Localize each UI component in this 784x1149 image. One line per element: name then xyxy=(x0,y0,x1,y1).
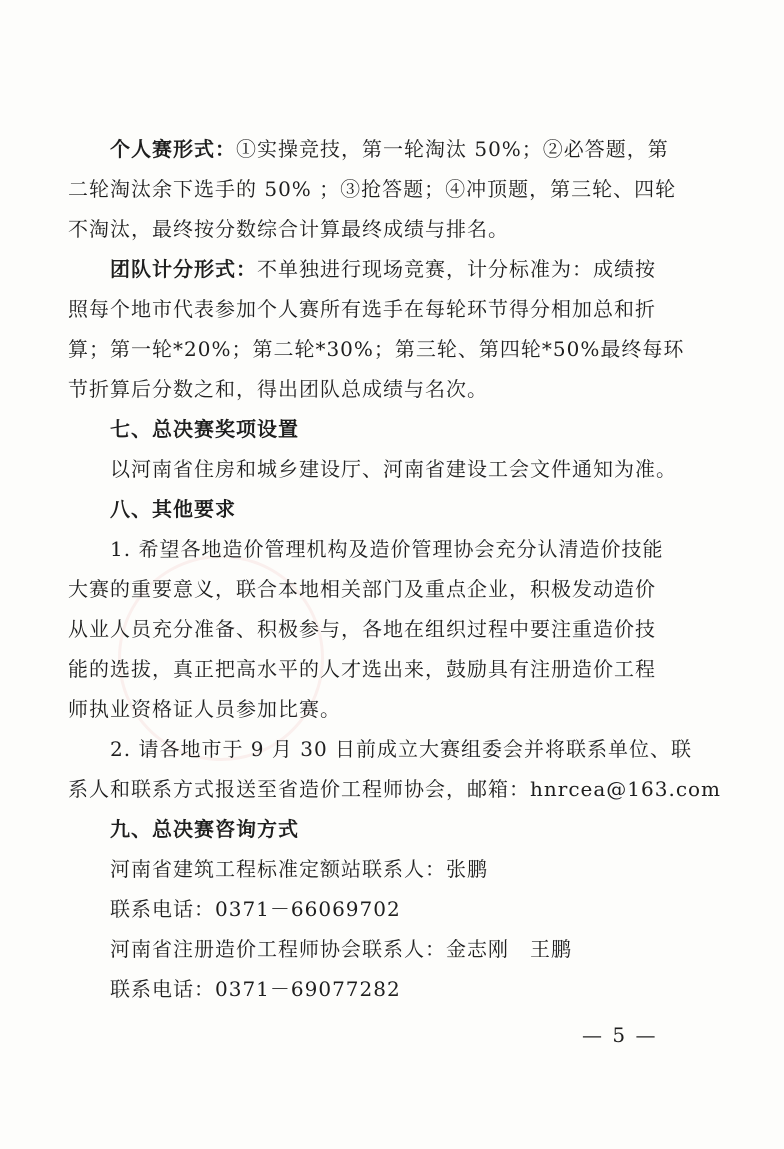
section-8-item-2-line-1: 2. 请各地市于 9 月 30 日前成立大赛组委会并将联系单位、联 xyxy=(110,737,693,761)
section-8-item-1-line-5: 师执业资格证人员参加比赛。 xyxy=(68,697,341,721)
section-8-heading: 八、其他要求 xyxy=(110,497,236,521)
page-number: — 5 — xyxy=(582,1023,658,1047)
phone-2: 联系电话：0371－69077282 xyxy=(110,977,401,1001)
team-format-line-2: 照每个地市代表参加个人赛所有选手在每轮环节得分相加总和折 xyxy=(68,297,656,321)
section-9-heading: 九、总决赛咨询方式 xyxy=(110,817,299,841)
team-format-text-1: 不单独进行现场竞赛，计分标准为：成绩按 xyxy=(257,257,656,281)
section-7-text: 以河南省住房和城乡建设厅、河南省建设工会文件通知为准。 xyxy=(110,457,677,481)
individual-format-line-3: 不淘汰，最终按分数综合计算最终成绩与排名。 xyxy=(68,217,509,241)
section-8-item-1-line-3: 从业人员充分准备、积极参与，各地在组织过程中要注重造价技 xyxy=(68,617,656,641)
individual-format-label: 个人赛形式： xyxy=(110,137,236,161)
individual-format-line-1 xyxy=(110,136,669,162)
section-7-heading: 七、总决赛奖项设置 xyxy=(110,417,299,441)
individual-format-line-2: 二轮淘汰余下选手的 50% ；③抢答题；④冲顶题，第三轮、四轮 xyxy=(68,177,677,201)
team-format-line-3: 算；第一轮*20%；第二轮*30%；第三轮、第四轮*50%最终每环 xyxy=(68,337,685,361)
individual-format-text-1: ①实操竞技，第一轮淘汰 50%；②必答题，第 xyxy=(236,137,669,161)
team-format-line-1 xyxy=(110,256,656,282)
section-8-item-1-line-2: 大赛的重要意义，联合本地相关部门及重点企业，积极发动造价 xyxy=(68,577,656,601)
contact-2: 河南省注册造价工程师协会联系人：金志刚 王鹏 xyxy=(110,937,572,961)
team-format-line-4: 节折算后分数之和，得出团队总成绩与名次。 xyxy=(68,377,488,401)
phone-1: 联系电话：0371－66069702 xyxy=(110,897,401,921)
contact-1: 河南省建筑工程标准定额站联系人：张鹏 xyxy=(110,857,488,881)
section-8-item-1-line-1: 1. 希望各地造价管理机构及造价管理协会充分认清造价技能 xyxy=(110,537,664,561)
section-8-item-2-line-2: 系人和联系方式报送至省造价工程师协会，邮箱：hnrcea@163.com xyxy=(68,777,722,801)
team-format-label: 团队计分形式： xyxy=(110,257,257,281)
section-8-item-1-line-4: 能的选拔，真正把高水平的人才选出来，鼓励具有注册造价工程 xyxy=(68,657,656,681)
